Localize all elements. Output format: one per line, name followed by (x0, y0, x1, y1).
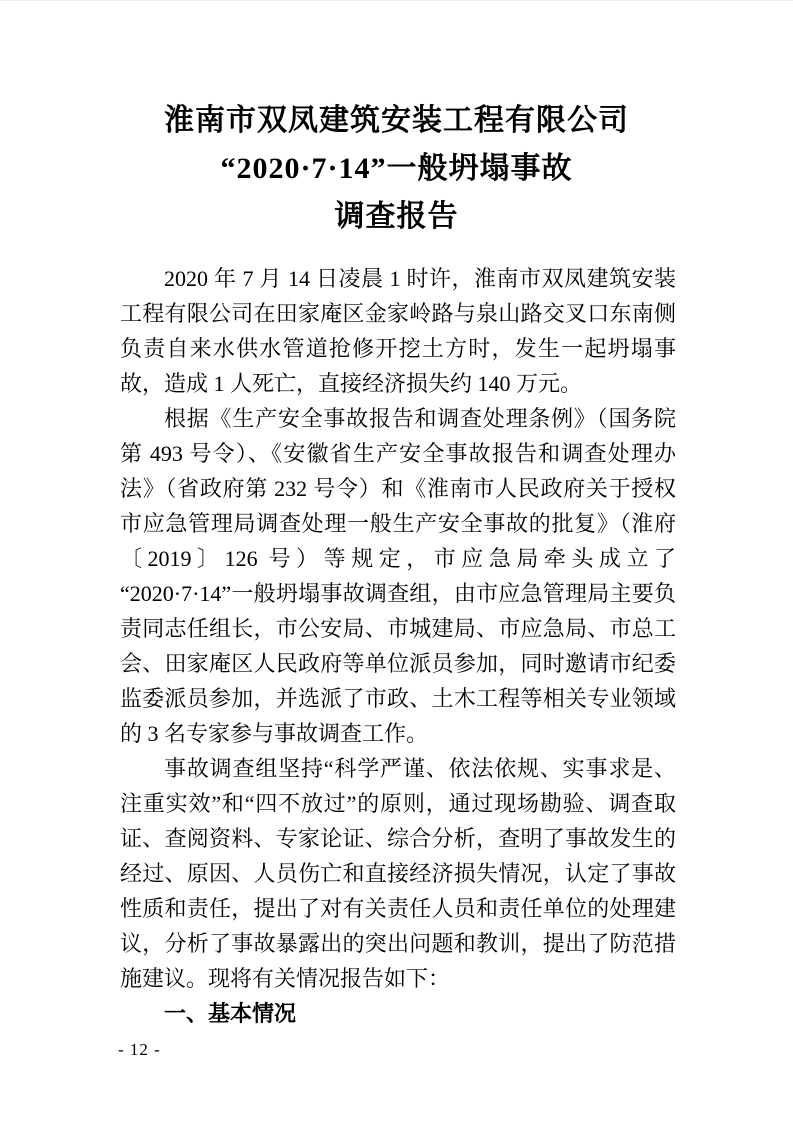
paragraph-investigation-principles: 事故调查组坚持“科学严谨、依法依规、实事求是、注重实效”和“四不放过”的原则，通过现场勘验、调查取证、查阅资料、专家论证、综合分析，查明了事故发生的经过、原因、人员伤亡和直接经济损失情况，认定了事故性质和责任，提出了对有关责任人员和责任单位的处理建议，分析了事故暴露出的突出问题和教训，提出了防范措施建议。现将有关情况报告如下： (120, 756, 676, 991)
report-title-line-company: 淮南市双凤建筑安装工程有限公司 (164, 104, 629, 137)
section-heading-basic-situation: 一、基本情况 (164, 1001, 297, 1026)
report-title (0, 97, 793, 241)
paragraph-incident-summary: 2020 年 7 月 14 日凌晨 1 时许，淮南市双凤建筑安装工程有限公司在田家庵区金家岭路与泉山路交叉口东南侧负责自来水供水管道抢修开挖土方时，发生一起坍塌事故，造成 1 人死亡，直接经济损失约 140 万元。 (120, 266, 676, 396)
report-title-line-report: 调查报告 (334, 200, 459, 233)
paragraph-legal-basis-and-team: 根据《生产安全事故报告和调查处理条例》（国务院第 493 号令）、《安徽省生产安全事故报告和调查处理办法》（省政府第 232 号令）和《淮南市人民政府关于授权市应急管理局调查处理一般生产安全事故的批复》（淮府〔2019〕126 号）等规定，市应急局牵头成立了“2020·7·14”一般坍塌事故调查组，由市应急管理局主要负责同志任组长，市公安局、市城建局、市应急局、市总工会、田家庵区人民政府等单位派员参加，同时邀请市纪委监委派员参加，并选派了市政、土木工程等相关专业领域的 3 名专家参与事故调查工作。 (120, 406, 676, 746)
page-number: - 12 - (118, 1040, 161, 1059)
report-title-line-incident: “2020·7·14”一般坍塌事故 (220, 152, 573, 185)
report-body (120, 261, 676, 1031)
